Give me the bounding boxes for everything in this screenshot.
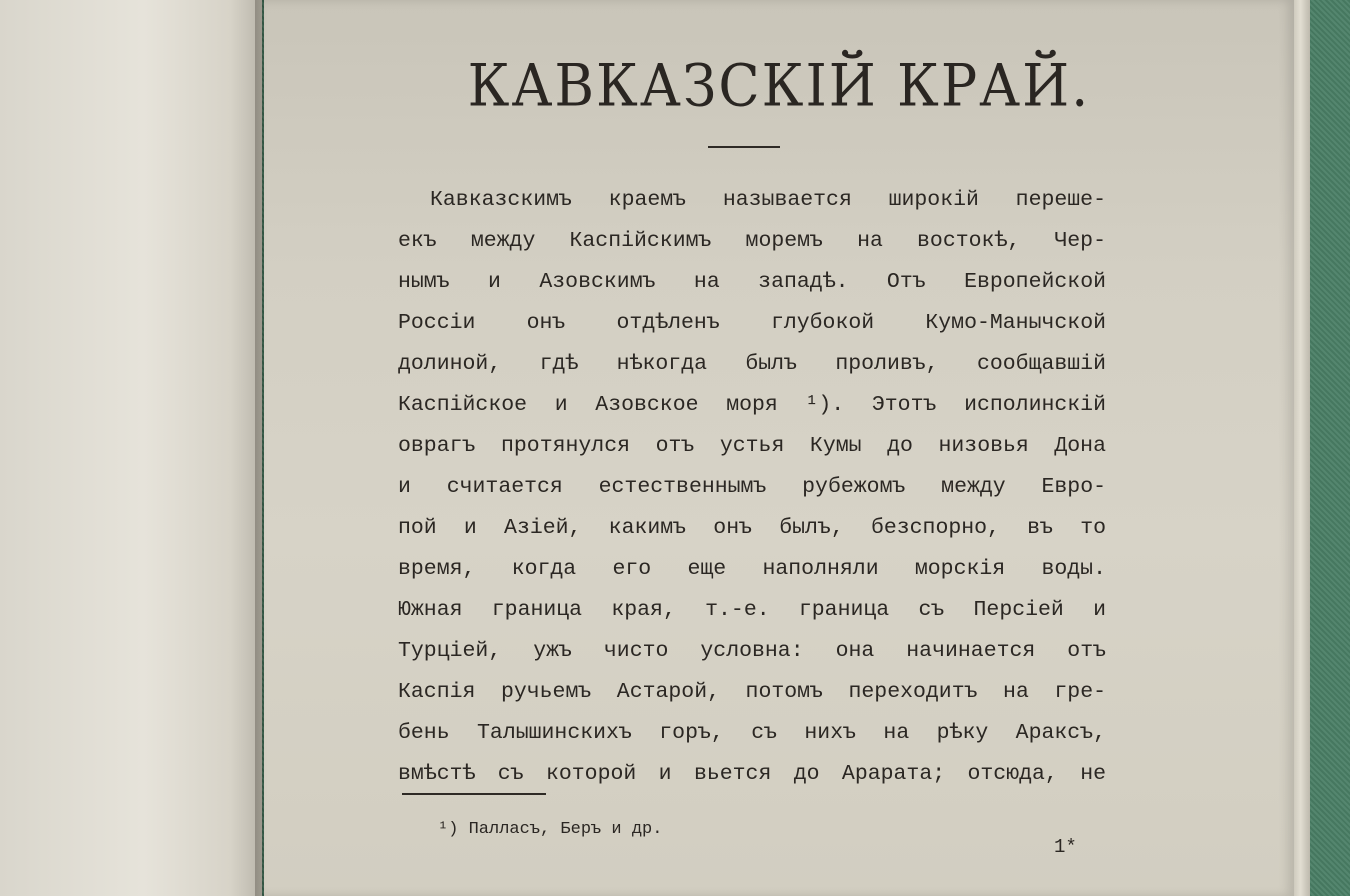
text-line: время, когда его еще наполняли морскія воды. bbox=[398, 557, 1106, 581]
footnote: ¹) Палласъ, Беръ и др. bbox=[438, 820, 663, 839]
page-title: КАВКАЗСКІЙ КРАЙ. bbox=[467, 51, 1091, 120]
text-line: Россіи онъ отдѣленъ глубокой Кумо-Манычской bbox=[398, 311, 1106, 335]
text-line: екъ между Каспійскимъ моремъ на востокѣ, Чер- bbox=[398, 229, 1106, 253]
page-number: 1* bbox=[1054, 836, 1077, 858]
text-line: вмѣстѣ съ которой и вьется до Арарата; отсюда, не bbox=[398, 762, 1106, 786]
body-text bbox=[398, 180, 1106, 795]
text-line: бень Талышинскихъ горъ, съ нихъ на рѣку Араксъ, bbox=[398, 721, 1106, 745]
text-line: и считается естественнымъ рубежомъ между Евро- bbox=[398, 475, 1106, 499]
title-rule bbox=[708, 146, 780, 148]
text-line: Кавказскимъ краемъ называется широкій переше- bbox=[430, 188, 1106, 212]
text-line: Турціей, ужъ чисто условна: она начинается отъ bbox=[398, 639, 1106, 663]
text-line: Южная граница края, т.-е. граница съ Персіей и bbox=[398, 598, 1106, 622]
text-line: оврагъ протянулся отъ устья Кумы до низовья Дона bbox=[398, 434, 1106, 458]
text-line: Каспійское и Азовское моря ¹). Этотъ исполинскій bbox=[398, 393, 1106, 417]
text-line: Каспія ручьемъ Астарой, потомъ переходитъ на гре- bbox=[398, 680, 1106, 704]
page-edge bbox=[1294, 0, 1310, 896]
text-line: долиной, гдѣ нѣкогда былъ проливъ, сообщавшій bbox=[398, 352, 1106, 376]
left-page bbox=[0, 0, 262, 896]
footnote-rule bbox=[402, 793, 546, 795]
text-line: нымъ и Азовскимъ на западѣ. Отъ Европейской bbox=[398, 270, 1106, 294]
text-line: пой и Азіей, какимъ онъ былъ, безспорно, въ то bbox=[398, 516, 1106, 540]
